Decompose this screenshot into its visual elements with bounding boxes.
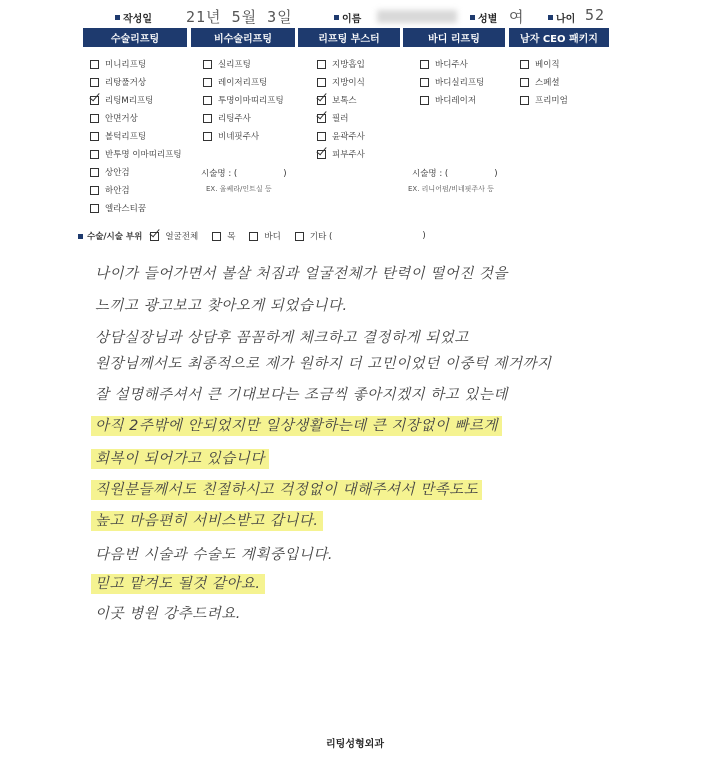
date-label: 작성일	[123, 14, 152, 25]
checkbox[interactable]	[317, 78, 326, 87]
checkbox-checked[interactable]	[317, 150, 326, 159]
option-forehead-lifting[interactable]: 반투명 이마띠리프팅	[90, 148, 182, 160]
category-ceo-package: 남자 CEO 패키지	[509, 28, 609, 47]
header-info-row	[0, 6, 710, 26]
age-value: 52	[585, 6, 606, 24]
gender-label: 성별	[478, 14, 498, 25]
name-label: 이름	[342, 14, 362, 25]
age-label: 나이	[556, 14, 576, 25]
checkbox[interactable]	[203, 78, 212, 87]
review-line: 느끼고 광고보고 찾아오게 되었습니다.	[95, 298, 348, 314]
checkbox[interactable]	[90, 150, 99, 159]
review-line-highlighted: 높고 마음편히 서비스받고 갑니다.	[95, 509, 323, 530]
age-field	[548, 10, 575, 25]
checkbox[interactable]	[520, 60, 529, 69]
checkbox[interactable]	[90, 186, 99, 195]
checkbox[interactable]	[203, 60, 212, 69]
review-line: 이곳 병원 강추드려요.	[95, 606, 241, 622]
checkbox[interactable]	[420, 60, 429, 69]
bullet-icon	[115, 15, 120, 20]
review-line-highlighted: 직원분들께서도 친절하시고 걱정없이 대해주셔서 만족도도	[95, 478, 482, 499]
option-lower-eyelid[interactable]: 하안검	[90, 184, 130, 196]
procedure-name-field-2[interactable]: 시술명 : ( )	[412, 169, 498, 179]
checkbox[interactable]	[90, 114, 99, 123]
review-line-highlighted: 믿고 맡겨도 될것 같아요.	[95, 572, 265, 593]
bullet-icon	[334, 15, 339, 20]
area-option-full-face[interactable]: 얼굴전체	[150, 230, 198, 242]
option-body-thread-lifting[interactable]: 바디실리프팅	[420, 76, 484, 88]
option-basic[interactable]: 베이직	[520, 58, 560, 70]
gender-field	[470, 10, 497, 25]
option-mini-lifting[interactable]: 미니리프팅	[90, 58, 146, 70]
checkbox[interactable]	[203, 114, 212, 123]
checkbox[interactable]	[203, 132, 212, 141]
option-skin-injection[interactable]: 피부주사	[317, 148, 365, 160]
checkbox[interactable]	[420, 96, 429, 105]
option-fat-graft[interactable]: 지방이식	[317, 76, 365, 88]
checkbox[interactable]	[295, 232, 304, 241]
name-redaction	[377, 10, 457, 23]
procedure-area-title: 수술/시술 부위	[87, 232, 143, 242]
review-line-highlighted: 회복이 되어가고 있습니다	[95, 447, 269, 468]
area-option-other[interactable]: 기타 ( )	[295, 230, 426, 242]
checkbox[interactable]	[90, 204, 99, 213]
checkbox[interactable]	[203, 96, 212, 105]
option-transparent-forehead[interactable]: 투명이마띠리프팅	[203, 94, 284, 106]
option-thread-lifting[interactable]: 실리프팅	[203, 58, 251, 70]
option-special[interactable]: 스페셜	[520, 76, 560, 88]
review-line: 다음번 시술과 수술도 계획중입니다.	[95, 547, 334, 563]
bullet-icon	[548, 15, 553, 20]
checkbox[interactable]	[90, 78, 99, 87]
option-upper-eyelid[interactable]: 상안검	[90, 166, 130, 178]
procedure-example-2: EX. 리니어펌/비네핏주사 등	[408, 185, 494, 193]
option-elastic[interactable]: 엘라스티꿈	[90, 202, 146, 214]
option-facelift[interactable]: 안면거상	[90, 112, 138, 124]
option-full-lift[interactable]: 리탕풀거상	[90, 76, 146, 88]
checkbox-checked[interactable]	[90, 96, 99, 105]
option-body-laser[interactable]: 바디레이저	[420, 94, 476, 106]
category-nonsurgical-lifting: 비수술리프팅	[191, 28, 295, 47]
bullet-icon	[78, 234, 83, 239]
option-laser-lifting[interactable]: 레이저리프팅	[203, 76, 267, 88]
category-body-lifting: 바디 리프팅	[403, 28, 505, 47]
date-field	[115, 10, 152, 25]
option-contour-injection[interactable]: 윤곽주사	[317, 130, 365, 142]
procedure-area-row	[78, 229, 440, 243]
date-value: 21년 5월 3일	[186, 8, 293, 26]
option-m-lifting[interactable]: 리팅M리프팅	[90, 94, 153, 106]
procedure-name-field-1[interactable]: 시술명 : ( )	[201, 169, 287, 179]
review-line: 잘 설명해주셔서 큰 기대보다는 조금씩 좋아지겠지 하고 있는데	[95, 387, 508, 403]
checkbox[interactable]	[520, 78, 529, 87]
option-liposuction[interactable]: 지방흡입	[317, 58, 365, 70]
checkbox[interactable]	[249, 232, 258, 241]
bullet-icon	[470, 15, 475, 20]
option-vinefit-injection[interactable]: 비네핏주사	[203, 130, 259, 142]
name-field	[334, 10, 361, 25]
option-lifting-injection[interactable]: 리팅주사	[203, 112, 251, 124]
category-surgical-lifting: 수술리프팅	[83, 28, 187, 47]
checkbox[interactable]	[317, 132, 326, 141]
area-option-body[interactable]: 바디	[249, 230, 280, 242]
option-filler[interactable]: 필러	[317, 112, 348, 124]
review-line: 원장님께서도 최종적으로 제가 원하지 더 고민이었던 이중턱 제거까지	[95, 356, 552, 372]
option-premium[interactable]: 프리미엄	[520, 94, 568, 106]
checkbox[interactable]	[90, 168, 99, 177]
option-body-injection[interactable]: 바디주사	[420, 58, 468, 70]
category-lifting-booster: 리프팅 부스터	[298, 28, 400, 47]
checkbox-checked[interactable]	[150, 232, 159, 241]
checkbox[interactable]	[520, 96, 529, 105]
checkbox[interactable]	[317, 60, 326, 69]
procedure-example-1: EX. 울쎄라/인트실 등	[206, 185, 272, 193]
checkbox[interactable]	[90, 60, 99, 69]
checkbox[interactable]	[420, 78, 429, 87]
review-line-highlighted: 아직 2주밖에 안되었지만 일상생활하는데 큰 지장없이 빠르게	[95, 414, 502, 435]
checkbox[interactable]	[212, 232, 221, 241]
clinic-name-footer: 리팅성형외과	[326, 739, 384, 750]
checkbox-checked[interactable]	[317, 114, 326, 123]
area-option-neck[interactable]: 목	[212, 230, 235, 242]
review-line: 상담실장님과 상담후 꼼꼼하게 체크하고 결정하게 되었고	[95, 330, 469, 346]
checkbox[interactable]	[90, 132, 99, 141]
option-botox[interactable]: 보톡스	[317, 94, 357, 106]
gender-value: 여	[509, 8, 525, 26]
option-cheek-lifting[interactable]: 볼턱리프팅	[90, 130, 146, 142]
review-line: 나이가 들어가면서 볼살 처짐과 얼굴전체가 탄력이 떨어진 것을	[95, 266, 508, 282]
checkbox-checked[interactable]	[317, 96, 326, 105]
